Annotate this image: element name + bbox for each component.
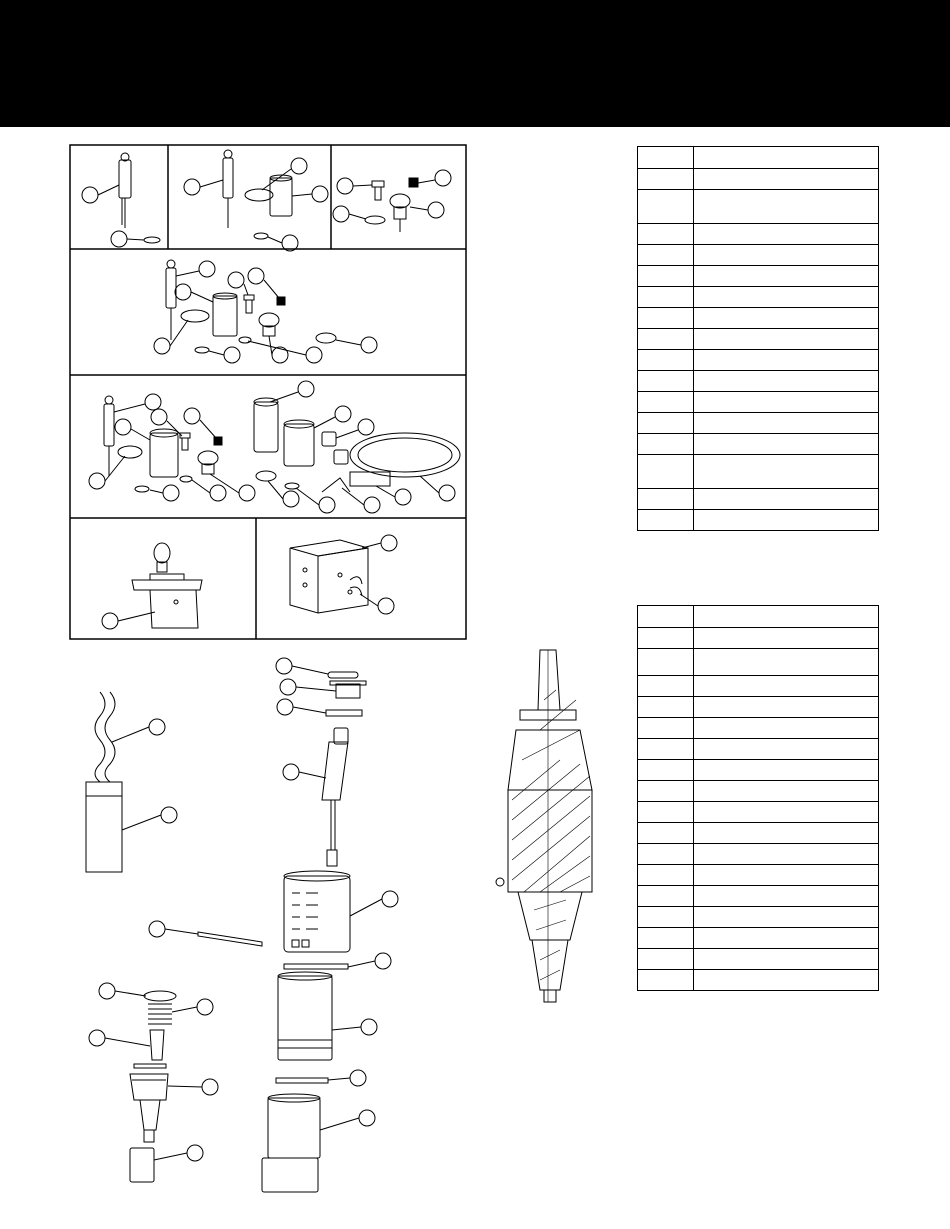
table-row (638, 224, 879, 245)
table-row (638, 649, 879, 676)
mounting-assembly-panel (102, 543, 202, 629)
table-row (638, 676, 879, 697)
table-row (638, 628, 879, 649)
table-row (638, 907, 879, 928)
table-row (638, 886, 879, 907)
repair-kit-panel-5 (89, 381, 460, 513)
table-row (638, 392, 879, 413)
table-row (638, 350, 879, 371)
cross-section-view (496, 650, 592, 1002)
repair-kit-panel-2 (184, 150, 328, 251)
table-row (638, 434, 879, 455)
table-row (638, 760, 879, 781)
parts-list-table-1 (637, 146, 879, 531)
kit-grid (70, 145, 466, 639)
table-row (638, 970, 879, 991)
table-row (638, 697, 879, 718)
repair-kit-panel-1 (82, 153, 160, 247)
table-header-row (638, 147, 879, 169)
table-row (638, 455, 879, 489)
table-row (638, 413, 879, 434)
exploded-view (86, 658, 398, 1192)
table-row (638, 266, 879, 287)
table-row (638, 844, 879, 865)
table-row (638, 949, 879, 970)
repair-kit-panel-4 (154, 260, 377, 363)
table-row (638, 169, 879, 190)
table-row (638, 718, 879, 739)
callout-bubble (82, 187, 98, 203)
table-row (638, 781, 879, 802)
table-row (638, 865, 879, 886)
table-row (638, 329, 879, 350)
table-row (638, 287, 879, 308)
table-header-row (638, 606, 879, 628)
mounting-bracket-panel (290, 535, 397, 614)
repair-kit-panel-3 (333, 170, 451, 232)
table-row (638, 802, 879, 823)
table-row (638, 739, 879, 760)
table-row (638, 190, 879, 224)
parts-list-table-2 (637, 605, 879, 991)
table-row (638, 823, 879, 844)
table-row (638, 928, 879, 949)
table-row (638, 245, 879, 266)
table-row (638, 510, 879, 531)
table-row (638, 371, 879, 392)
table-row (638, 489, 879, 510)
callout-bubble (111, 231, 127, 247)
table-row (638, 308, 879, 329)
